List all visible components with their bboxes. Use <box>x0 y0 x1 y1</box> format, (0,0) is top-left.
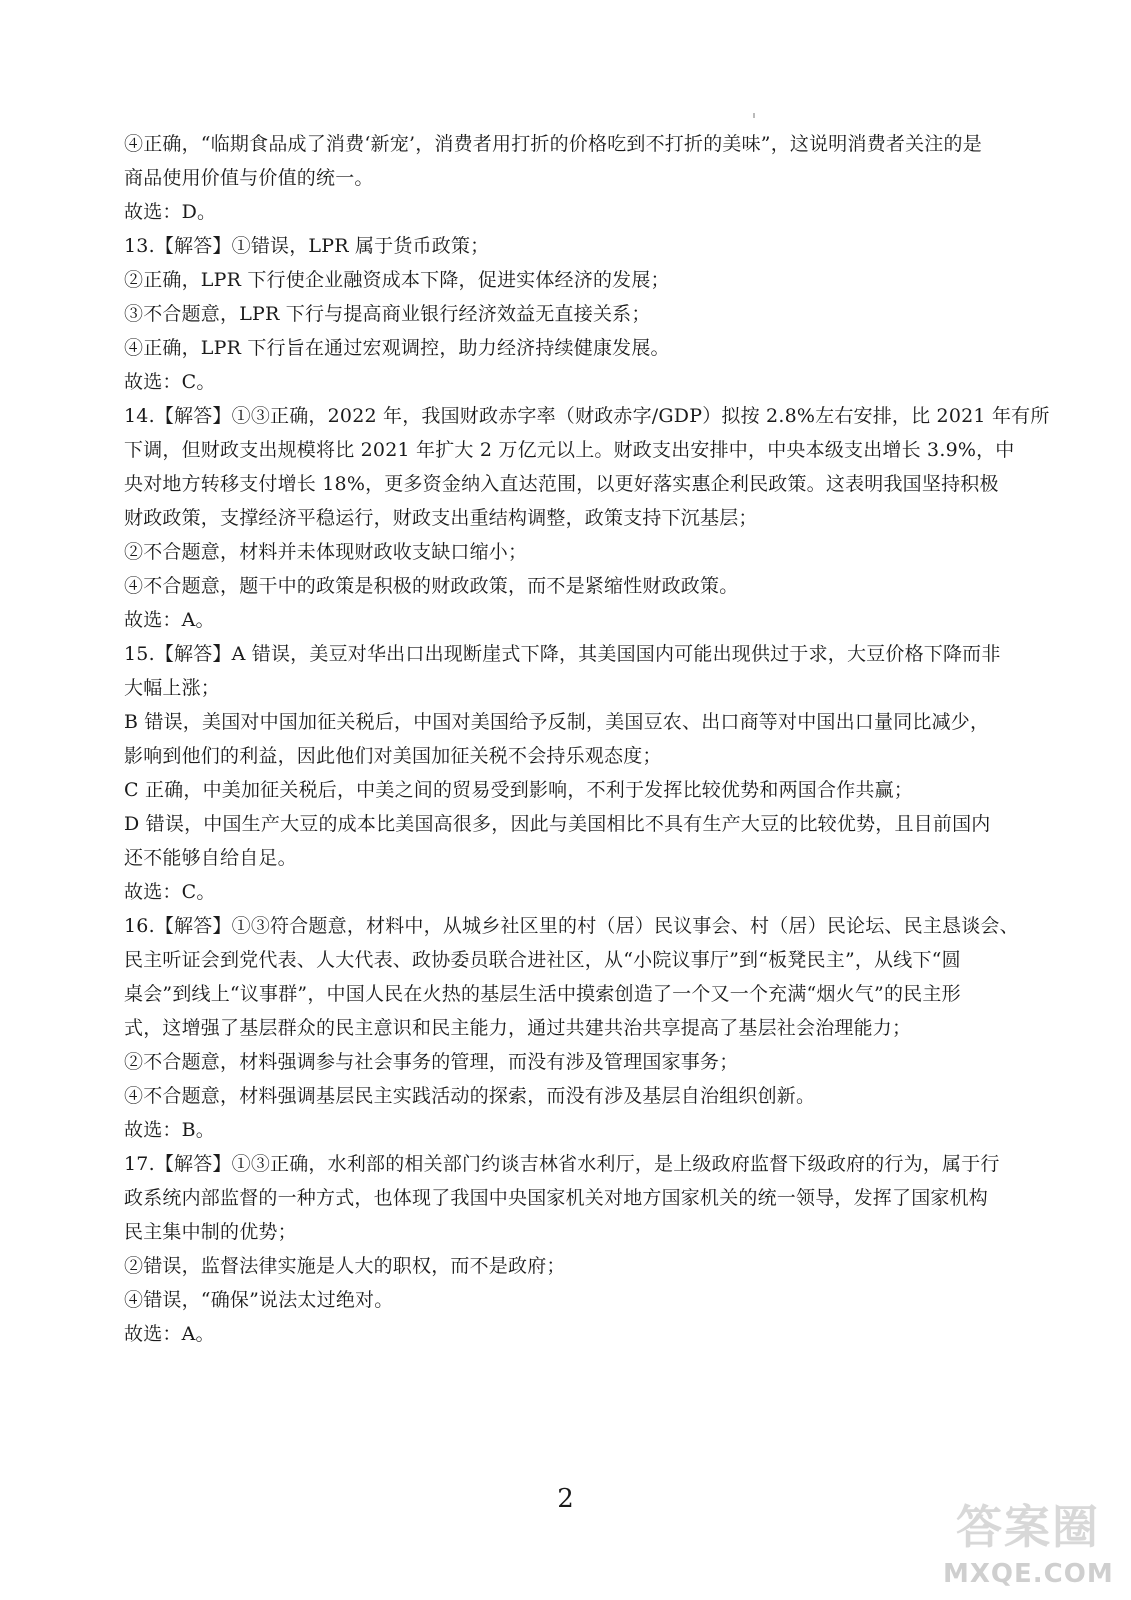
text-line: ②正确，LPR 下行使企业融资成本下降，促进实体经济的发展； <box>124 269 670 291</box>
text-line: 16.【解答】①③符合题意，材料中，从城乡社区里的村（居）民议事会、村（居）民论坛、民主恳谈会、 <box>124 915 1019 937</box>
text-line: ④错误，“确保”说法太过绝对。 <box>124 1289 394 1311</box>
text-line: ③不合题意，LPR 下行与提高商业银行经济效益无直接关系； <box>124 303 651 325</box>
text-line: 故选：A。 <box>124 1323 215 1345</box>
text-line: 大幅上涨； <box>124 677 221 699</box>
text-line: 影响到他们的利益，因此他们对美国加征关税不会持乐观态度； <box>124 745 662 767</box>
answer-text-body <box>124 127 1050 1351</box>
text-line: 式，这增强了基层群众的民主意识和民主能力，通过共建共治共享提高了基层社会治理能力； <box>124 1017 912 1039</box>
text-line: 政系统内部监督的一种方式，也体现了我国中央国家机关对地方国家机关的统一领导，发挥了国家机构 <box>124 1187 989 1209</box>
text-line: 下调，但财政支出规模将比 2021 年扩大 2 万亿元以上。财政支出安排中，中央本级支出增长 3.9%，中 <box>124 439 1015 461</box>
watermark-logo-text: 答案圈 <box>956 1500 1100 1554</box>
text-line: 故选：C。 <box>124 881 216 903</box>
text-line: 故选：A。 <box>124 609 215 631</box>
text-line: 民主听证会到党代表、人大代表、政协委员联合进社区，从“小院议事厅”到“板凳民主”，从线下“圆 <box>124 949 961 971</box>
text-line: 14.【解答】①③正确，2022 年，我国财政赤字率（财政赤字/GDP）拟按 2.8%左右安排，比 2021 年有所 <box>124 405 1050 427</box>
text-line: ④不合题意，材料强调基层民主实践活动的探索，而没有涉及基层自治组织创新。 <box>124 1085 816 1107</box>
text-line: ②错误，监督法律实施是人大的职权，而不是政府； <box>124 1255 566 1277</box>
text-line: B 错误，美国对中国加征关税后，中国对美国给予反制，美国豆农、出口商等对中国出口量同比减少， <box>124 711 990 733</box>
text-line: 还不能够自给自足。 <box>124 847 297 869</box>
text-line: ②不合题意，材料并未体现财政收支缺口缩小； <box>124 541 528 563</box>
text-line: D 错误，中国生产大豆的成本比美国高很多，因此与美国相比不具有生产大豆的比较优势，且目前国内 <box>124 813 991 835</box>
text-line: ④不合题意，题干中的政策是积极的财政政策，而不是紧缩性财政政策。 <box>124 575 739 597</box>
text-line: 商品使用价值与价值的统一。 <box>124 167 374 189</box>
text-line: 故选：C。 <box>124 371 216 393</box>
text-line: 17.【解答】①③正确，水利部的相关部门约谈吉林省水利厅，是上级政府监督下级政府的行为，属于行 <box>124 1153 1000 1175</box>
text-line: ④正确，“临期食品成了消费‘新宠’，消费者用打折的价格吃到不打折的美味”，这说明消费者关注的是 <box>124 133 982 155</box>
watermark-domain-text: MXQE.COM <box>943 1559 1114 1589</box>
text-line: 13.【解答】①错误，LPR 属于货币政策； <box>124 235 490 257</box>
text-line: 央对地方转移支付增长 18%，更多资金纳入直达范围，以更好落实惠企利民政策。这表明我国坚持积极 <box>124 473 999 495</box>
text-line: 桌会”到线上“议事群”，中国人民在火热的基层生活中摸索创造了一个又一个充满“烟火气”的民主形 <box>124 983 961 1005</box>
text-line: C 正确，中美加征关税后，中美之间的贸易受到影响，不利于发挥比较优势和两国合作共赢； <box>124 779 913 801</box>
text-line: 15.【解答】A 错误，美豆对华出口出现断崖式下降，其美国国内可能出现供过于求，大豆价格下降而非 <box>124 643 1001 665</box>
page-number: 2 <box>557 1484 574 1514</box>
site-watermark <box>943 1498 1113 1594</box>
text-line: ④正确，LPR 下行旨在通过宏观调控，助力经济持续健康发展。 <box>124 337 670 359</box>
text-line: 民主集中制的优势； <box>124 1221 297 1243</box>
text-line: 故选：B。 <box>124 1119 215 1141</box>
text-line: 故选：D。 <box>124 201 217 223</box>
text-line: ②不合题意，材料强调参与社会事务的管理，而没有涉及管理国家事务； <box>124 1051 739 1073</box>
text-line: 财政政策，支撑经济平稳运行，财政支出重结构调整，政策支持下沉基层； <box>124 507 758 529</box>
scan-speck <box>753 113 755 118</box>
